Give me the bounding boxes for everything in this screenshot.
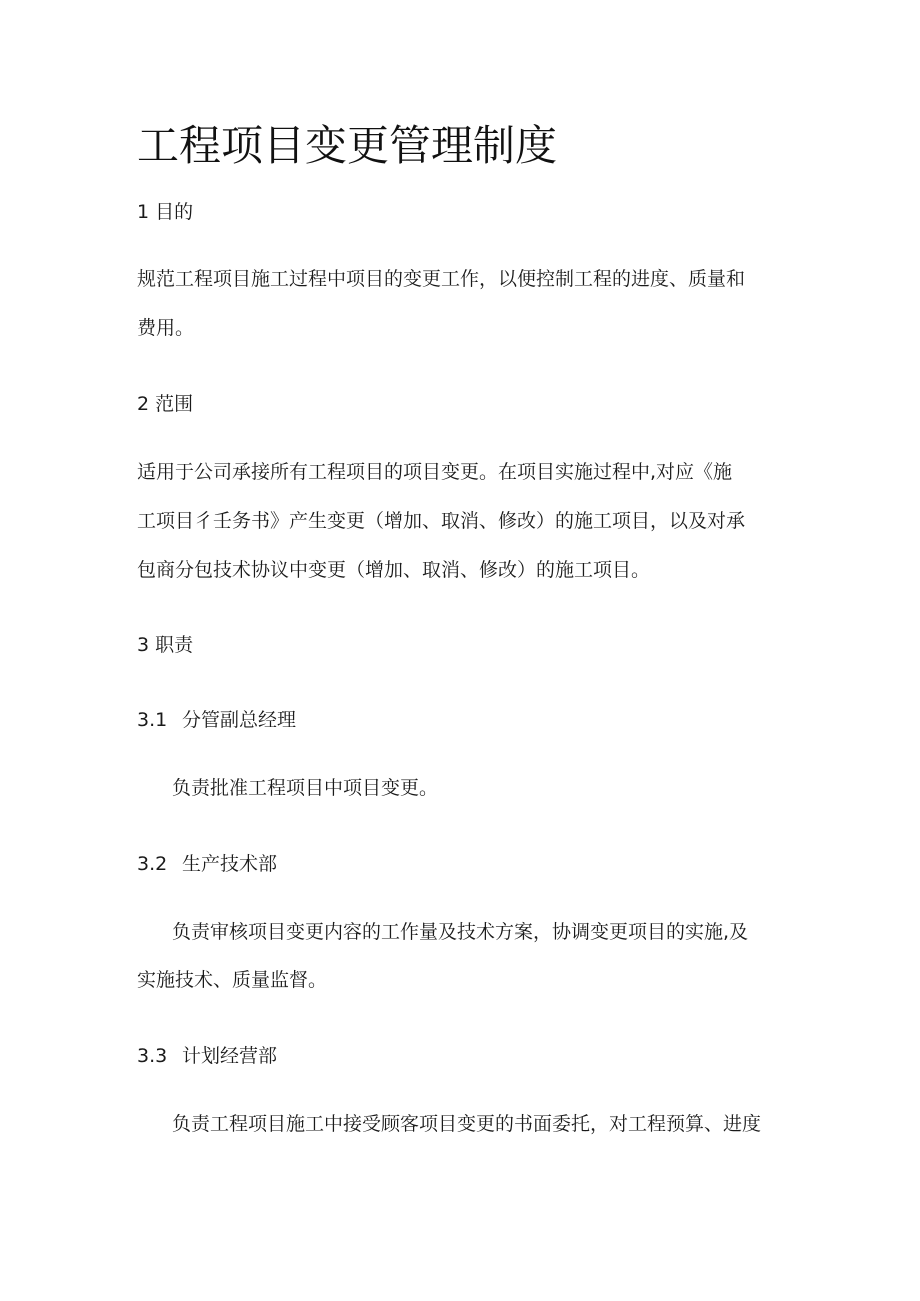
section-heading-duties: 3 职责 <box>137 634 194 656</box>
duty-number: 3.3 <box>137 1045 168 1067</box>
duty-heading-3-1 <box>137 707 797 733</box>
duty-label: 生产技术部 <box>182 853 278 875</box>
purpose-text-line-2: 费用。 <box>137 317 195 339</box>
duty-label: 计划经营部 <box>182 1045 278 1067</box>
section-heading-purpose: 1 目的 <box>137 201 194 223</box>
section-heading-scope: 2 范围 <box>137 393 194 415</box>
duty-number: 3.1 <box>137 709 168 731</box>
document-title: 工程项目变更管理制度 <box>137 121 558 170</box>
duty-3-2-text-line-2: 实施技术、质量监督。 <box>137 969 328 991</box>
scope-text-line-3: 包商分包技术协议中变更（增加、取消、修改）的施工项目。 <box>137 559 651 581</box>
duty-3-2-text-line-1: 负责审核项目变更内容的工作量及技术方案，协调变更项目的实施,及 <box>172 921 749 943</box>
duty-heading-3-2 <box>137 851 797 877</box>
duty-label: 分管副总经理 <box>182 709 297 731</box>
duty-3-3-text-line-1: 负责工程项目施工中接受顾客项目变更的书面委托，对工程预算、进度 <box>172 1113 762 1135</box>
duty-number: 3.2 <box>137 853 168 875</box>
duty-heading-3-3 <box>137 1043 797 1069</box>
purpose-text-line-1: 规范工程项目施工过程中项目的变更工作，以便控制工程的进度、质量和 <box>137 268 746 290</box>
scope-text-line-2: 工项目彳壬务书》产生变更（增加、取消、修改）的施工项目，以及对承 <box>137 510 746 532</box>
scope-text-line-1: 适用于公司承接所有工程项目的项目变更。在项目实施过程中,对应《施 <box>137 461 733 483</box>
duty-3-1-text-line-1: 负责批准工程项目中项目变更。 <box>172 777 439 799</box>
